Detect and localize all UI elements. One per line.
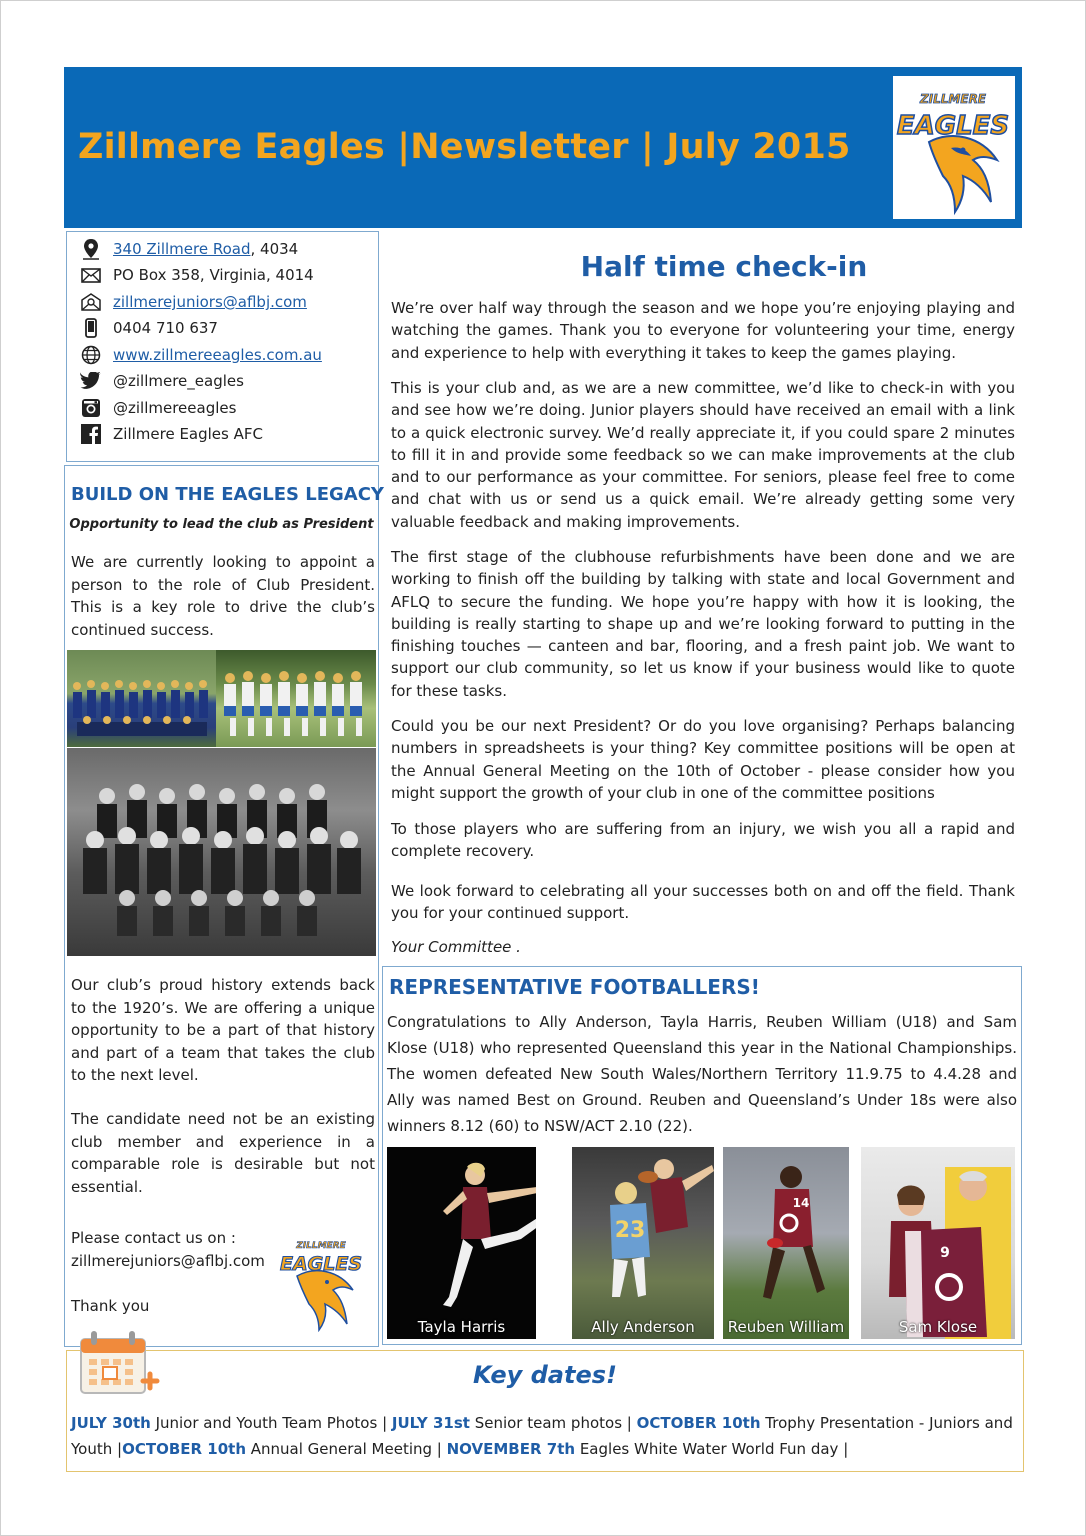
globe-icon: [79, 344, 103, 366]
envelope-icon: [79, 264, 103, 286]
article-paragraph-2: This is your club and, as we are a new committee, we’d like to check-in with you and see how we’re doing. Junior players should have received an email with a link to a quick electronic survey. We’d really appreciate it, if you could spare 2 minutes to fill it in and provide some feedback so we can make improvements at the club and to our performance as your committee. For seniors, please feel free to come and chat with us or send us a quick email. We’re already getting some very valuable feedback and making improvements.: [391, 379, 1015, 531]
instagram-handle[interactable]: @zillmereeagles: [113, 399, 237, 417]
date-3: OCTOBER 10th: [636, 1414, 761, 1432]
athlete-photo-reuben-william: [723, 1147, 849, 1339]
event-1: Junior and Youth Team Photos |: [150, 1414, 392, 1432]
caption-tayla-harris: Tayla Harris: [417, 1318, 506, 1336]
event-5: Eagles White Water World Fun day |: [575, 1440, 849, 1458]
article-signature: Your Committee .: [391, 938, 521, 956]
legacy-paragraph-1: We are currently looking to appoint a person to the role of Club President. This is a key role to drive the club’s continued success.: [71, 553, 375, 639]
date-1: JULY 30th: [71, 1414, 151, 1432]
facebook-name[interactable]: Zillmere Eagles AFC: [113, 425, 263, 443]
phone-icon: [79, 317, 103, 339]
caption-reuben-william: Reuben William: [727, 1318, 845, 1336]
event-2: Senior team photos |: [469, 1414, 637, 1432]
article-paragraph-1: We’re over half way through the season and we hope you’re enjoying playing and watching the games. Thank you to everyone for volunteering your time, energy and experience to help with everything it takes to keep the games playing.: [391, 299, 1015, 362]
facebook-icon: [79, 423, 103, 445]
caption-sam-klose: Sam Klose: [898, 1318, 978, 1336]
event-4: Annual General Meeting |: [246, 1440, 447, 1458]
newsletter-title: Zillmere Eagles |Newsletter | July 2015: [78, 127, 851, 167]
legacy-paragraph-3: The candidate need not be an existing club member and experience in a comparable role is desirable but not essential.: [71, 1110, 375, 1196]
website-link[interactable]: www.zillmereeagles.com.au: [113, 346, 322, 364]
athlete-photo-ally-anderson: [572, 1147, 714, 1339]
event-3: Trophy Presentation - Juniors and Youth |: [71, 1414, 1013, 1458]
article-paragraph-3: The first stage of the clubhouse refurbishments have been done and we are working to finish off the building by talking with state and local Government and AFLQ to secure the funding. We hope you’re happy with how it is looking, the building is really starting to shape up and we’re looking forward to putting in the finishing touches — canteen and bar, flooring, and a fresh paint job. We want to support our club community, so let us know if your business would like to quote for these tasks.: [391, 548, 1015, 700]
athlete-photo-tayla-harris: [387, 1147, 536, 1339]
location-pin-icon: [79, 238, 103, 260]
key-dates-title: Key dates!: [473, 1361, 617, 1389]
club-logo: [893, 76, 1015, 219]
contact-instagram: [79, 395, 236, 421]
legacy-paragraph-2: Our club’s proud history extends back to the 1920’s. We are offering a unique opportunity to be a part of that history and part of a team that takes the club to the next level.: [71, 976, 375, 1084]
phone-text: 0404 710 637: [113, 319, 218, 337]
twitter-icon: [79, 370, 103, 392]
newsletter-header: [64, 67, 1022, 228]
representative-title: REPRESENTATIVE FOOTBALLERS!: [389, 975, 760, 999]
logo-text-main: EAGLES: [896, 111, 1010, 141]
athlete-photo-sam-klose: [861, 1147, 1015, 1339]
legacy-contact-line: Please contact us on :: [71, 1229, 236, 1247]
historic-team-photo: [67, 748, 376, 956]
email-link[interactable]: zillmerejuniors@aflbj.com: [113, 293, 307, 311]
contact-phone: [79, 315, 218, 341]
date-4: OCTOBER 10th: [122, 1440, 246, 1458]
legacy-subtitle: Opportunity to lead the club as President: [69, 517, 374, 532]
small-logo-text-main: EAGLES: [279, 1253, 363, 1275]
address-link[interactable]: 340 Zillmere Road: [113, 240, 251, 258]
article-paragraph-5: To those players who are suffering from an injury, we wish you all a rapid and complete recovery.: [391, 820, 1015, 861]
jersey-number-23: 23: [614, 1218, 646, 1243]
contact-facebook: [79, 421, 263, 447]
article-paragraph-4: Could you be our next President? Or do you love organising? Perhaps balancing numbers in spreadsheets is your thing? Key committee positions will be open at the Annual General Meeting on the 10th of October - please consider how you might support the growth of your club in one of the committee positions: [391, 717, 1015, 802]
small-logo-text-top: ZILLMERE: [296, 1241, 346, 1251]
contact-email: [79, 289, 307, 315]
article-paragraph-6: We look forward to celebrating all your successes both on and off the field. Thank you for your continued support.: [391, 882, 1015, 923]
contact-address: [79, 236, 298, 262]
representative-body: Congratulations to Ally Anderson, Tayla Harris, Reuben William (U18) and Sam Klose (U18) who represented Queensland this year in the National Championships. The women defeated New South Wales/Northern Territory 11.9.75 to 4.4.28 and Ally was named Best on Ground. Reuben and Queensland’s Under 18s were also winners 8.12 (60) to NSW/ACT 2.10 (22).: [387, 1013, 1017, 1135]
date-2: JULY 31st: [391, 1414, 470, 1432]
email-icon: [79, 291, 103, 313]
junior-team-photo: [67, 650, 216, 747]
logo-text-top: ZILLMERE: [919, 92, 987, 106]
article-title: Half time check-in: [580, 250, 868, 283]
twitter-handle[interactable]: @zillmere_eagles: [113, 372, 244, 390]
po-box-text: PO Box 358, Virginia, 4014: [113, 266, 314, 284]
contact-box: [66, 231, 379, 462]
key-dates-list: [71, 1410, 1019, 1462]
date-5: NOVEMBER 7th: [446, 1440, 576, 1458]
contact-twitter: [79, 368, 244, 394]
instagram-icon: [79, 397, 103, 419]
women-team-photo: [216, 650, 376, 747]
contact-website: [79, 342, 322, 368]
jersey-number-9: 9: [940, 1245, 950, 1261]
key-dates-box: [66, 1350, 1024, 1472]
small-eagles-logo: [275, 1228, 367, 1332]
contact-po-box: [79, 262, 314, 288]
legacy-title: BUILD ON THE EAGLES LEGACY: [71, 484, 384, 505]
legacy-contact-email[interactable]: zillmerejuniors@aflbj.com: [71, 1252, 265, 1270]
address-postcode: , 4034: [250, 240, 299, 258]
eagles-logo-graphic: [893, 76, 1015, 219]
legacy-thanks: Thank you: [71, 1297, 150, 1315]
jersey-number-14: 14: [792, 1196, 810, 1210]
representative-box: [382, 966, 1022, 1345]
caption-ally-anderson: Ally Anderson: [591, 1318, 695, 1336]
